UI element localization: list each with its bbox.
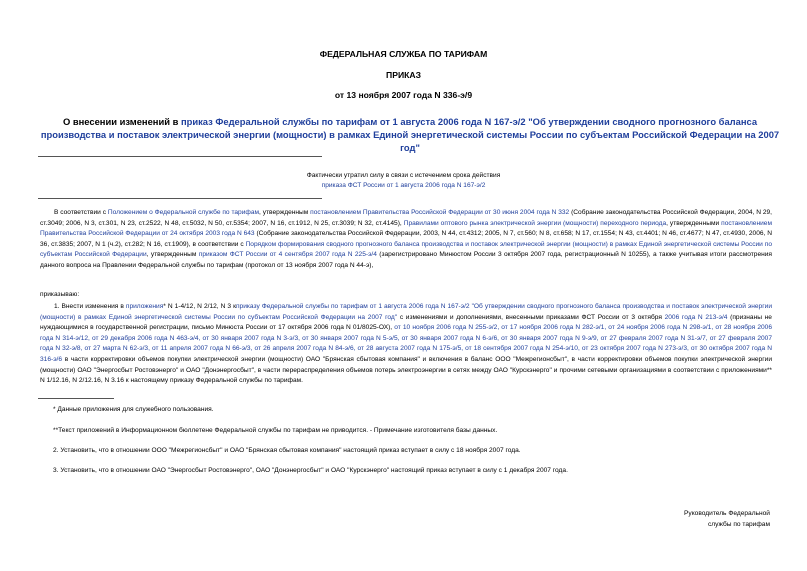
government-decree-643-link[interactable]: постановлением Правительства Российской Федерации от 24 октября 2003 года N 643 bbox=[40, 219, 772, 238]
document-date-number: от 13 ноября 2007 года N 336-э/9 bbox=[334, 90, 473, 100]
item-2-paragraph: 2. Установить, что в отношении ООО "Межрегионсбыт" и ОАО "Брянская сбытовая компания" настоящий приказ вступает в силу с 18 ноября 2007 года. bbox=[53, 447, 521, 454]
agency-name: ФЕДЕРАЛЬНАЯ СЛУЖБА ПО ТАРИФАМ bbox=[319, 49, 488, 59]
signature-line-1: Руководитель Федеральной bbox=[684, 510, 770, 517]
title-prefix: О внесении изменений в bbox=[62, 116, 181, 127]
intro-text: , утвержденными bbox=[666, 219, 722, 227]
signature-line-2: службы по тарифам bbox=[707, 521, 770, 528]
footnote-2: **Текст приложений в Информационном бюллетене Федеральной службы по тарифам не приводится. - Примечание изготовителя базы данных. bbox=[53, 427, 498, 434]
item-1-text: (признаны не нуждающимися в государственной регистрации, письмо Минюста России от 17 октября 2006 года N 01/8025-ОХ), bbox=[40, 313, 772, 332]
divider bbox=[38, 198, 322, 199]
status-note: Фактически утратил силу в связи с истечением срока действия bbox=[306, 172, 501, 179]
item-1-text: * N 1-4/12, N 2/12, N 3 к bbox=[163, 303, 236, 310]
item-1-text: с изменениями и дополнениями, внесенными приказами ФСТ России от 3 октября bbox=[397, 313, 665, 321]
amending-orders-link[interactable]: от 10 ноября 2006 года N 255-э/2, от 17 ноября 2006 года N 282-э/1, от 24 ноября 2006 года N 298-э/1, от 28 ноября 2006 года N 314-э/12, от 29 декабря 2006 года N 463-э/4, от 30 января 2007 года N 3-э/3, от 30 января 2007 года N 5-э/5, от 30 января 2007 года N 6-э/6, от 30 января 2007 года N 9-э/9, от 27 февраля 2007 года N 31-э/7, от 27 февраля 2007 года N 32-э/8, от 27 марта N 62-э/3, от 11 апреля 2007 года N 66-э/3, от 26 апреля 2007 года N 84-э/6, от 28 августа 2007 года N 175-э/5, от 18 сентября 2007 года N 254-э/10, от 23 октября 2007 года N 273-э/3, от 30 октября 2007 года N 316-э/6 bbox=[40, 324, 772, 363]
title-order-link[interactable]: приказ Федеральной службы по тарифам от 1 августа 2006 года N 167-э/2 "Об утверждении сводного прогнозного баланса производства и поставок электрической энергии (мощности) в рамках Единой энергетической системы России по субъектам Российской Федерации на 2007 год" bbox=[40, 116, 780, 153]
resolve-word: приказываю: bbox=[40, 291, 80, 298]
intro-text: , утвержденным bbox=[259, 209, 311, 216]
item-3-paragraph: 3. Установить, что в отношении ОАО "Энергосбыт Ростовэнерго", ОАО "Донэнергосбыт" и ОАО "Курскэнерго" настоящий приказ вступает в силу с 1 декабря 2007 года. bbox=[53, 467, 568, 474]
signature-block bbox=[600, 508, 770, 530]
appendices-link[interactable]: приложения bbox=[125, 303, 164, 310]
order-167-link[interactable]: приказу Федеральной службы по тарифам от 1 августа 2006 года N 167-э/2 "Об утверждении сводного прогнозного баланса производства и поставок электрической энергии (мощности) в рамках Единой энергетической системы России по субъектам Российской Федерации на 2007 год" bbox=[40, 303, 773, 321]
item-1-paragraph bbox=[40, 302, 772, 387]
item-1-text: 1. Внести изменения в bbox=[54, 303, 126, 310]
footnote-divider bbox=[38, 398, 114, 399]
divider bbox=[38, 156, 322, 157]
intro-text: (Собрание законодательства Российской Федерации, 2004, N 29, ст.3049; 2006, N 3, ст.301, N 23, ст.2522, N 48, ст.5032, N 50, ст.5354; 2007, N 16, ст.1912, N 25, ст.3039; N 32, ст.4145), bbox=[40, 209, 772, 227]
fst-order-225-link[interactable]: приказом ФСТ России от 4 сентября 2007 года N 225-э/4 bbox=[198, 251, 377, 259]
government-decree-332-link[interactable]: постановлением Правительства Российской Федерации от 30 июня 2004 года N 332 bbox=[310, 209, 570, 216]
footnote-1: * Данные приложения для служебного пользования. bbox=[53, 406, 214, 413]
item-1-text: в части корректировки объемов покупки электрической энергии (мощности) ОАО "Брянская сбытовая компания" и включения в баланс ООО "Межрегионсбыт", в части корректировки объемов покупки электрической энергии (мощности) ОАО "Энергосбыт Ростовэнерго" и ОАО "Донэнергосбыт", в части перераспределения объемов потерь электроэнергии в сетях между ОАО "Курскэнерго" и прочими сетевыми организациями в соответствии с приложениями** N 1/12.16, N 2/12.16, N 3.16 к настоящему приказу Федеральной службы по тарифам. bbox=[40, 355, 772, 385]
intro-paragraph bbox=[40, 208, 772, 272]
intro-text: , утвержденным bbox=[146, 251, 199, 259]
document-type: ПРИКАЗ bbox=[386, 70, 421, 80]
wholesale-market-rules-link[interactable]: Правилами оптового рынка электрической энергии (мощности) переходного периода bbox=[403, 219, 667, 227]
status-order-link[interactable]: приказа ФСТ России от 1 августа 2006 года N 167-э/2 bbox=[321, 182, 486, 189]
intro-text: (зарегистрировано Минюстом России 3 октября 2007 года, регистрационный N 10255), а также учитывая итоги рассмотрения данного вопроса на Правлении Федеральной службы по тарифам (протокол от 13 ноября 2007 года N 44-э), bbox=[40, 251, 773, 269]
order-213-link[interactable]: 2006 года N 213-э/4 bbox=[664, 313, 728, 321]
document-title bbox=[30, 115, 790, 154]
fst-regulation-link[interactable]: Положением о Федеральной службе по тарифам bbox=[107, 209, 260, 216]
intro-text: В соответствии с bbox=[54, 209, 108, 216]
intro-text: (Собрание законодательства Российской Федерации, 2003, N 44, ст.4312; 2005, N 7, ст.560; N 8, ст.658; N 17, ст.1554; N 43, ст.4401; N 46, ст.4677; N 47, ст.4930, 2006, N 36, ст.3835; 2007, N 1 (ч.2), ст.282; N 16, ст.1909), в соответствии с bbox=[40, 230, 772, 248]
balance-procedure-link[interactable]: Порядком формирования сводного прогнозного баланса производства и поставок электрической энергии (мощности) в рамках Единой энергетической системы России по субъектам Российской Федерации bbox=[40, 240, 773, 259]
